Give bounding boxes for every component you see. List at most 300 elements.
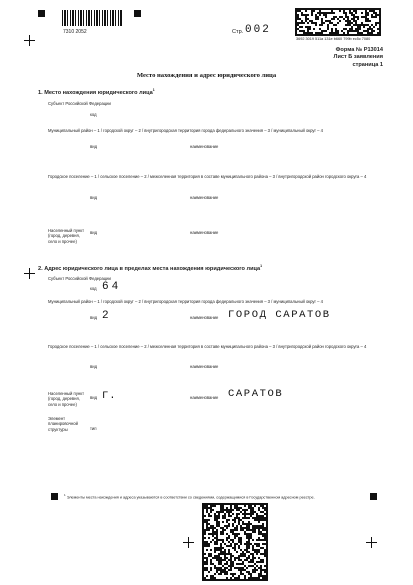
matrix-module: [246, 567, 248, 569]
matrix-module: [250, 537, 252, 539]
matrix-module: [226, 507, 228, 509]
matrix-module: [216, 519, 218, 521]
matrix-module: [248, 523, 250, 525]
crosshair-mark-bottom-right: [366, 537, 377, 548]
matrix-module: [260, 527, 262, 529]
matrix-module: [236, 557, 238, 559]
matrix-module: [222, 541, 224, 543]
matrix-module: [238, 559, 240, 561]
matrix-module: [365, 8, 367, 10]
matrix-module: [375, 24, 377, 26]
matrix-module: [224, 579, 226, 581]
matrix-module: [262, 569, 264, 571]
matrix-module: [202, 555, 204, 557]
matrix-module: [375, 16, 377, 18]
matrix-module: [299, 18, 301, 20]
matrix-module: [297, 16, 299, 18]
matrix-module: [262, 553, 264, 555]
matrix-module: [256, 503, 258, 505]
matrix-module: [226, 525, 228, 527]
matrix-code-top: [295, 8, 381, 36]
matrix-module: [214, 519, 216, 521]
matrix-module: [218, 513, 220, 515]
matrix-module: [220, 539, 222, 541]
matrix-module: [367, 20, 369, 22]
matrix-module: [234, 521, 236, 523]
matrix-module: [357, 30, 359, 32]
matrix-module: [228, 549, 230, 551]
matrix-module: [246, 535, 248, 537]
matrix-module: [252, 525, 254, 527]
matrix-module: [202, 505, 204, 507]
matrix-module: [208, 513, 210, 515]
matrix-module: [295, 24, 297, 26]
section2-type-value: 2: [102, 310, 109, 322]
matrix-module: [222, 511, 224, 513]
matrix-module: [254, 549, 256, 551]
matrix-module: [210, 555, 212, 557]
matrix-module: [226, 553, 228, 555]
matrix-module: [240, 519, 242, 521]
section1-name-label-3: наименование: [190, 230, 219, 235]
matrix-module: [220, 553, 222, 555]
matrix-module: [303, 8, 305, 10]
matrix-module: [266, 513, 268, 515]
matrix-module: [216, 533, 218, 535]
matrix-module: [244, 511, 246, 513]
matrix-module: [250, 561, 252, 563]
matrix-module: [218, 555, 220, 557]
matrix-module: [242, 517, 244, 519]
matrix-module: [238, 513, 240, 515]
matrix-module: [212, 579, 214, 581]
section2-subject-label: Субъект Российской Федерации: [48, 276, 111, 281]
matrix-module: [202, 529, 204, 531]
matrix-module: [220, 561, 222, 563]
matrix-module: [264, 553, 266, 555]
matrix-module: [365, 14, 367, 16]
matrix-module: [363, 34, 365, 36]
matrix-module: [252, 571, 254, 573]
matrix-module: [254, 531, 256, 533]
matrix-module: [371, 32, 373, 34]
matrix-module: [266, 521, 268, 523]
matrix-module: [244, 505, 246, 507]
matrix-module: [303, 30, 305, 32]
matrix-module: [373, 8, 375, 10]
matrix-module: [236, 515, 238, 517]
matrix-module: [301, 22, 303, 24]
matrix-module: [210, 515, 212, 517]
matrix-module: [361, 16, 363, 18]
matrix-module: [351, 26, 353, 28]
matrix-module: [202, 509, 204, 511]
matrix-module: [210, 541, 212, 543]
matrix-module: [264, 527, 266, 529]
matrix-module: [214, 577, 216, 579]
matrix-module: [295, 20, 297, 22]
matrix-module: [361, 24, 363, 26]
matrix-module: [311, 12, 313, 14]
matrix-module: [365, 20, 367, 22]
matrix-module: [206, 521, 208, 523]
matrix-module: [204, 541, 206, 543]
matrix-module: [377, 14, 379, 16]
matrix-module: [266, 561, 268, 563]
matrix-module: [238, 507, 240, 509]
matrix-module: [220, 509, 222, 511]
matrix-module: [222, 517, 224, 519]
matrix-module: [256, 553, 258, 555]
matrix-module: [339, 20, 341, 22]
matrix-module: [210, 569, 212, 571]
matrix-module: [216, 543, 218, 545]
matrix-module: [266, 579, 268, 581]
matrix-module: [230, 559, 232, 561]
matrix-module: [244, 527, 246, 529]
matrix-module: [351, 12, 353, 14]
matrix-module: [379, 8, 381, 10]
matrix-module: [216, 517, 218, 519]
matrix-module: [246, 541, 248, 543]
matrix-module: [367, 30, 369, 32]
matrix-module: [244, 577, 246, 579]
matrix-module: [216, 567, 218, 569]
matrix-module: [238, 517, 240, 519]
matrix-module: [339, 8, 341, 10]
matrix-module: [206, 509, 208, 511]
section1-subject-label: Субъект Российской Федерации: [48, 101, 111, 106]
matrix-module: [206, 529, 208, 531]
matrix-module: [365, 18, 367, 20]
matrix-module: [266, 519, 268, 521]
matrix-module: [311, 32, 313, 34]
footnote-text: Элементы места нахождения и адреса указываются в соответствии со сведениями, содержащимися в Государственном адресном реестре.: [66, 495, 315, 500]
matrix-module: [212, 557, 214, 559]
matrix-module: [264, 513, 266, 515]
matrix-module: [260, 503, 262, 505]
matrix-module: [232, 563, 234, 565]
matrix-module: [248, 521, 250, 523]
matrix-module: [254, 517, 256, 519]
matrix-module: [345, 12, 347, 14]
matrix-module: [264, 529, 266, 531]
matrix-module: [258, 557, 260, 559]
matrix-module: [260, 519, 262, 521]
matrix-module: [258, 521, 260, 523]
matrix-module: [311, 20, 313, 22]
matrix-module: [349, 12, 351, 14]
matrix-module: [258, 503, 260, 505]
matrix-module: [214, 541, 216, 543]
matrix-module: [351, 34, 353, 36]
matrix-module: [222, 509, 224, 511]
matrix-module: [226, 561, 228, 563]
matrix-module: [297, 14, 299, 16]
matrix-module: [250, 579, 252, 581]
footnote-ref-1: 1: [152, 88, 155, 92]
matrix-module: [301, 30, 303, 32]
matrix-module: [262, 515, 264, 517]
matrix-module: [317, 8, 319, 10]
matrix-module: [220, 543, 222, 545]
matrix-module: [252, 527, 254, 529]
matrix-module: [250, 515, 252, 517]
matrix-module: [339, 16, 341, 18]
matrix-module: [327, 28, 329, 30]
matrix-module: [250, 505, 252, 507]
matrix-module: [260, 505, 262, 507]
matrix-module: [379, 22, 381, 24]
matrix-module: [244, 553, 246, 555]
matrix-module: [321, 8, 323, 10]
matrix-module: [258, 527, 260, 529]
matrix-module: [252, 517, 254, 519]
matrix-module: [202, 571, 204, 573]
page-label: Стр.: [232, 29, 244, 35]
matrix-module: [226, 519, 228, 521]
matrix-module: [214, 579, 216, 581]
matrix-module: [264, 575, 266, 577]
matrix-module: [365, 10, 367, 12]
matrix-module: [266, 505, 268, 507]
crosshair-mark-bottom-left: [183, 537, 194, 548]
matrix-module: [258, 507, 260, 509]
matrix-module: [204, 521, 206, 523]
matrix-module: [329, 12, 331, 14]
matrix-module: [210, 525, 212, 527]
matrix-module: [262, 527, 264, 529]
matrix-module: [224, 569, 226, 571]
matrix-module: [230, 573, 232, 575]
matrix-module: [252, 559, 254, 561]
matrix-module: [248, 533, 250, 535]
matrix-module: [220, 569, 222, 571]
matrix-module: [250, 507, 252, 509]
matrix-module: [216, 537, 218, 539]
matrix-module: [204, 533, 206, 535]
matrix-module: [236, 543, 238, 545]
matrix-module: [331, 28, 333, 30]
matrix-module: [248, 545, 250, 547]
matrix-module: [353, 34, 355, 36]
matrix-module: [347, 24, 349, 26]
matrix-module: [224, 559, 226, 561]
matrix-module: [252, 579, 254, 581]
matrix-module: [202, 519, 204, 521]
matrix-module: [262, 547, 264, 549]
matrix-module: [260, 559, 262, 561]
matrix-module: [319, 12, 321, 14]
matrix-module: [266, 569, 268, 571]
matrix-module: [266, 563, 268, 565]
matrix-module: [210, 509, 212, 511]
matrix-module: [325, 34, 327, 36]
matrix-module: [379, 34, 381, 36]
matrix-module: [218, 561, 220, 563]
matrix-module: [236, 533, 238, 535]
matrix-module: [319, 10, 321, 12]
matrix-module: [208, 515, 210, 517]
matrix-module: [248, 537, 250, 539]
matrix-module: [248, 573, 250, 575]
matrix-module: [307, 22, 309, 24]
matrix-module: [367, 18, 369, 20]
matrix-module: [266, 565, 268, 567]
matrix-module: [238, 541, 240, 543]
matrix-module: [264, 533, 266, 535]
matrix-module: [218, 569, 220, 571]
matrix-module: [254, 527, 256, 529]
matrix-module: [317, 32, 319, 34]
matrix-module: [335, 30, 337, 32]
matrix-module: [319, 8, 321, 10]
matrix-module: [327, 20, 329, 22]
matrix-module: [222, 565, 224, 567]
matrix-module: [250, 577, 252, 579]
matrix-module: [353, 20, 355, 22]
matrix-module: [224, 557, 226, 559]
matrix-module: [236, 529, 238, 531]
matrix-module: [232, 561, 234, 563]
matrix-module: [359, 8, 361, 10]
matrix-module: [220, 505, 222, 507]
matrix-module: [295, 28, 297, 30]
matrix-module: [236, 507, 238, 509]
matrix-module: [369, 28, 371, 30]
matrix-module: [212, 533, 214, 535]
matrix-module: [210, 549, 212, 551]
matrix-module: [214, 557, 216, 559]
matrix-module: [258, 567, 260, 569]
matrix-module: [309, 26, 311, 28]
matrix-module: [216, 549, 218, 551]
matrix-module: [244, 515, 246, 517]
matrix-module: [222, 569, 224, 571]
matrix-module: [258, 515, 260, 517]
matrix-module: [335, 34, 337, 36]
matrix-module: [315, 32, 317, 34]
matrix-module: [208, 527, 210, 529]
matrix-module: [295, 14, 297, 16]
matrix-module: [260, 531, 262, 533]
matrix-module: [367, 28, 369, 30]
matrix-module: [234, 567, 236, 569]
matrix-module: [345, 14, 347, 16]
matrix-module: [244, 559, 246, 561]
matrix-module: [228, 559, 230, 561]
matrix-module: [347, 16, 349, 18]
matrix-module: [309, 20, 311, 22]
matrix-module: [349, 22, 351, 24]
matrix-module: [238, 569, 240, 571]
matrix-module: [244, 517, 246, 519]
matrix-module: [202, 521, 204, 523]
matrix-module: [206, 525, 208, 527]
matrix-module: [218, 503, 220, 505]
matrix-module: [254, 505, 256, 507]
matrix-module: [234, 533, 236, 535]
matrix-module: [323, 12, 325, 14]
matrix-module: [218, 515, 220, 517]
matrix-module: [220, 533, 222, 535]
matrix-module: [258, 575, 260, 577]
matrix-module: [262, 559, 264, 561]
matrix-module: [375, 14, 377, 16]
matrix-module: [252, 529, 254, 531]
matrix-module: [377, 32, 379, 34]
matrix-module: [266, 525, 268, 527]
matrix-module: [234, 507, 236, 509]
matrix-module: [204, 505, 206, 507]
section1-code-label: код: [90, 112, 97, 117]
matrix-module: [347, 18, 349, 20]
matrix-module: [246, 523, 248, 525]
matrix-module: [224, 525, 226, 527]
matrix-module: [230, 515, 232, 517]
matrix-module: [299, 10, 301, 12]
matrix-module: [202, 543, 204, 545]
matrix-module: [232, 513, 234, 515]
matrix-module: [254, 579, 256, 581]
matrix-module: [297, 28, 299, 30]
matrix-module: [238, 539, 240, 541]
matrix-module: [303, 14, 305, 16]
matrix-module: [260, 511, 262, 513]
matrix-module: [331, 30, 333, 32]
matrix-module: [327, 26, 329, 28]
section1-name-label: наименование: [190, 144, 219, 149]
matrix-module: [327, 34, 329, 36]
matrix-module: [323, 8, 325, 10]
matrix-module: [361, 32, 363, 34]
matrix-module: [248, 543, 250, 545]
matrix-module: [351, 28, 353, 30]
matrix-module: [375, 34, 377, 36]
matrix-module: [295, 26, 297, 28]
matrix-module: [246, 551, 248, 553]
matrix-module: [234, 577, 236, 579]
matrix-module: [214, 549, 216, 551]
matrix-module: [234, 517, 236, 519]
matrix-module: [224, 517, 226, 519]
matrix-module: [343, 10, 345, 12]
matrix-module: [220, 563, 222, 565]
matrix-module: [244, 569, 246, 571]
matrix-module: [246, 543, 248, 545]
registration-mark-top-middle: [134, 10, 141, 17]
matrix-module: [222, 551, 224, 553]
matrix-module: [258, 545, 260, 547]
matrix-module: [256, 565, 258, 567]
matrix-module: [230, 555, 232, 557]
matrix-module: [262, 511, 264, 513]
matrix-module: [329, 20, 331, 22]
matrix-module: [301, 20, 303, 22]
matrix-module: [204, 503, 206, 505]
matrix-module: [202, 575, 204, 577]
matrix-module: [252, 557, 254, 559]
matrix-module: [220, 507, 222, 509]
matrix-module: [266, 553, 268, 555]
footnote-number: 1: [64, 493, 66, 497]
matrix-module: [226, 567, 228, 569]
matrix-module: [262, 577, 264, 579]
matrix-module: [204, 561, 206, 563]
matrix-module: [234, 519, 236, 521]
matrix-module: [240, 537, 242, 539]
matrix-module: [204, 507, 206, 509]
